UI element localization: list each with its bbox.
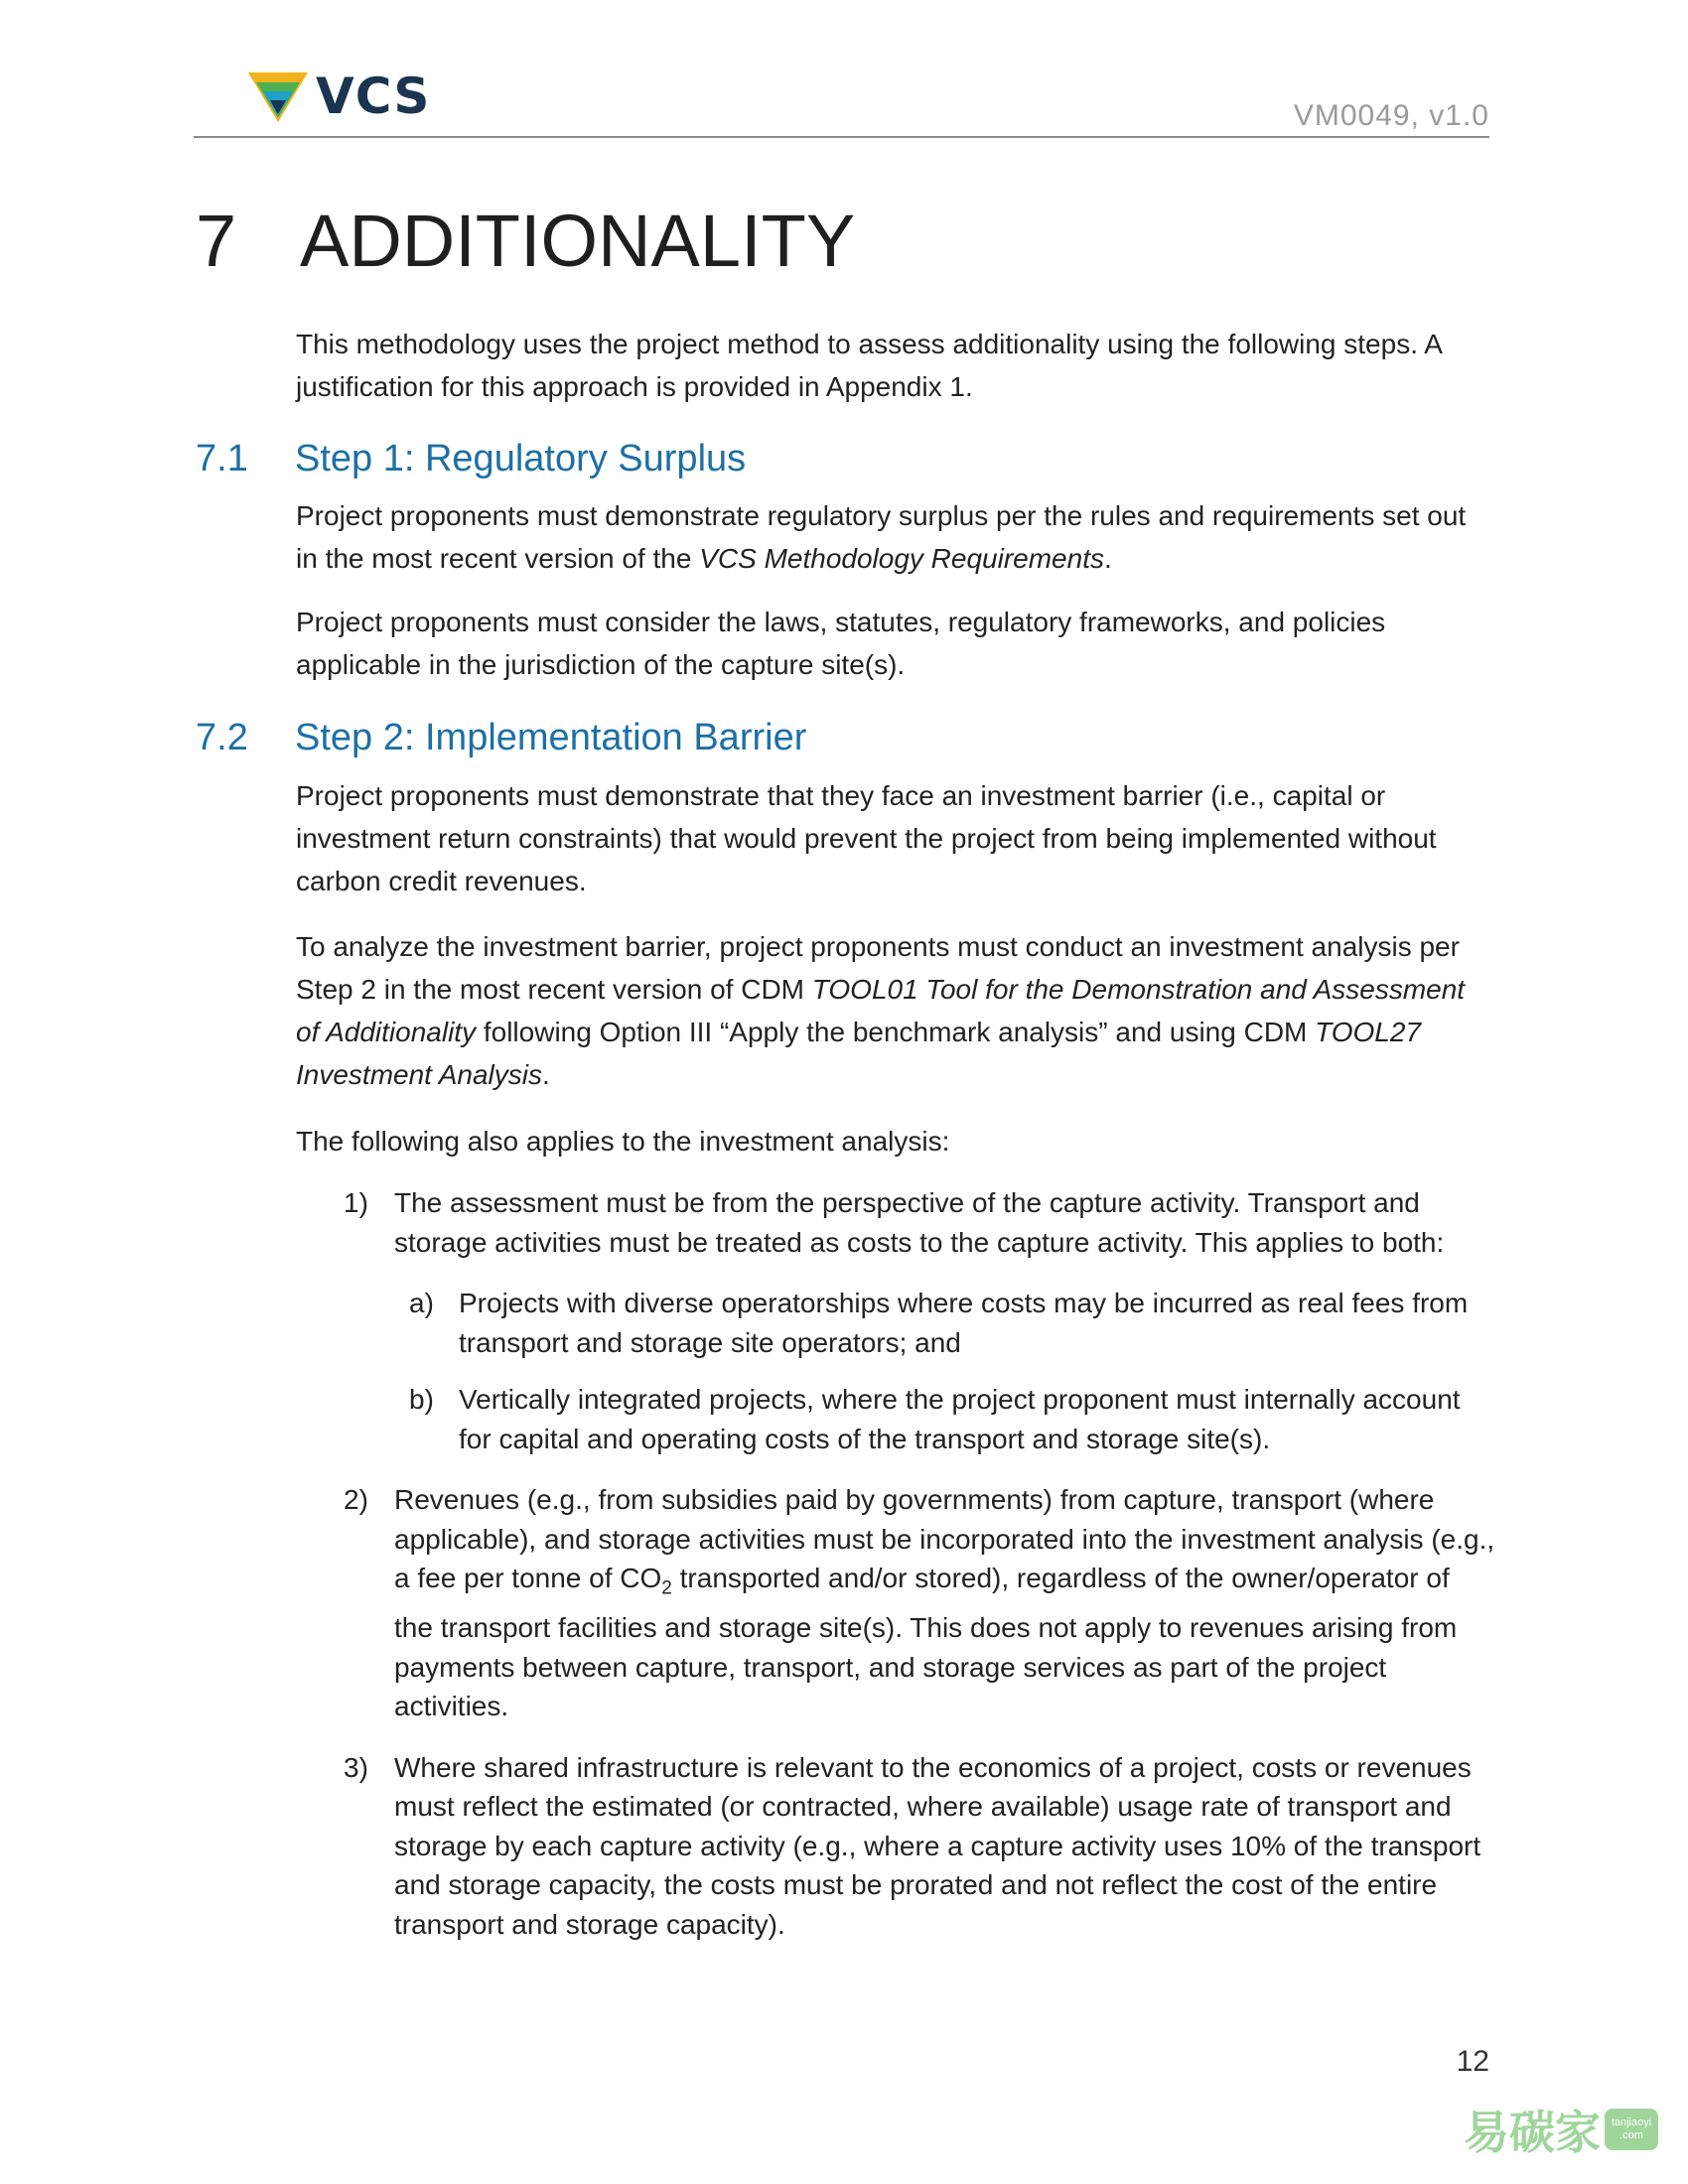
list-item-text: Projects with diverse operatorships where costs may be incurred as real fees from transport and storage site operators; and (459, 1288, 1469, 1358)
watermark-text: 易碳家 (1464, 2106, 1601, 2159)
sub-list-item (344, 1284, 1495, 1362)
header-divider (194, 136, 1489, 138)
paragraph: Project proponents must demonstrate that they face an investment barrier (i.e., capital or investment return constraints) that would prevent the project from being implemented without carbon credit revenues. (296, 780, 1437, 896)
paragraph-text: Project proponents must demonstrate regulatory surplus per the rules and requirements set out in the most recent version of the (296, 500, 1467, 574)
paragraph: Project proponents must consider the laws, statutes, regulatory frameworks, and policies applicable in the jurisdiction of the capture site(s). (296, 607, 1386, 680)
section-number: 7 (196, 200, 237, 282)
list-marker: 3) (344, 1751, 368, 1783)
watermark (1464, 2097, 1658, 2162)
subscript: 2 (661, 1577, 672, 1599)
page-number: 12 (1456, 2045, 1489, 2078)
list-item-text: Where shared infrastructure is relevant to the economics of a project, costs or revenues must reflect the estimated (or contracted, where available) usage rate of transport and storage by each capture activity (e.g., where a capture activity uses 10% of the transport and storage capacity, the costs must be prorated and not reflect the cost of the entire transport and storage capacity). (394, 1751, 1481, 1940)
list-marker: 2) (344, 1484, 368, 1515)
list-item (344, 1480, 1495, 1726)
subsection-title: Step 1: Regulatory Surplus (295, 438, 747, 479)
list-item-text: The assessment must be from the perspective of the capture activity. Transport and storage activities must be treated as costs to the capture activity. This applies to both: (394, 1187, 1445, 1258)
document-reference: TOOL01 Tool for the Demonstration and Assessment of Additionality (296, 974, 1466, 1047)
list-item-text-part: Revenues (e.g., from subsidies paid by governments) from capture, transport (where applicable), and storage activities must be incorporated into the investment analysis (e.g., a fee per tonne of CO (394, 1484, 1495, 1593)
paragraph-text: following Option III “Apply the benchmark analysis” and using CDM (476, 1017, 1316, 1047)
section-heading (196, 199, 855, 283)
list-item-text-part: transported and/or stored), regardless of the owner/operator of the transport facilities and storage site(s). This does not apply to revenues arising from payments between capture, transport, and storage services as part of the project activities. (394, 1563, 1458, 1722)
subsection-heading-7-1 (196, 438, 746, 480)
subsection-heading-7-2 (196, 717, 806, 759)
section-intro: This methodology uses the project method to assess additionality using the following steps. A justification for this approach is provided in Appendix 1. (296, 329, 1442, 402)
paragraph: The following also applies to the investment analysis: (296, 1126, 950, 1157)
subsection-number: 7.2 (196, 717, 248, 758)
paragraph-text: To analyze the investment barrier, project proponents must conduct an investment analysis per Step 2 in the most recent version of CDM (296, 931, 1460, 1005)
list-marker: b) (409, 1384, 434, 1415)
paragraph-text: . (1103, 543, 1112, 574)
paragraph (296, 925, 1487, 1096)
logo-text: VCS (316, 68, 431, 125)
sub-list-item (344, 1380, 1495, 1458)
watermark-tag-line: tanjiaoyi (1611, 2116, 1652, 2128)
numbered-list (344, 1183, 1495, 1944)
watermark-tag (1605, 2109, 1658, 2150)
document-reference: VCS Methodology Requirements (699, 543, 1104, 574)
paragraph (296, 494, 1487, 580)
paragraph-text: . (541, 1059, 550, 1090)
subsection-number: 7.1 (196, 438, 248, 479)
list-item-text: Vertically integrated projects, where the project proponent must internally account for capital and operating costs of the transport and storage site(s). (459, 1384, 1461, 1454)
document-reference: TOOL27 Investment Analysis (296, 1017, 1422, 1090)
document-id: VM0049, v1.0 (1293, 99, 1489, 132)
vcs-logo-icon (248, 68, 308, 124)
list-marker: a) (409, 1288, 434, 1318)
vcs-logo (248, 68, 430, 125)
list-item (344, 1748, 1495, 1945)
watermark-tag-line: .com (1619, 2129, 1643, 2141)
subsection-title: Step 2: Implementation Barrier (295, 717, 807, 758)
section-title: ADDITIONALITY (300, 200, 856, 282)
list-marker: 1) (344, 1187, 368, 1218)
list-item (344, 1183, 1495, 1262)
list-item-text (394, 1484, 1494, 1721)
